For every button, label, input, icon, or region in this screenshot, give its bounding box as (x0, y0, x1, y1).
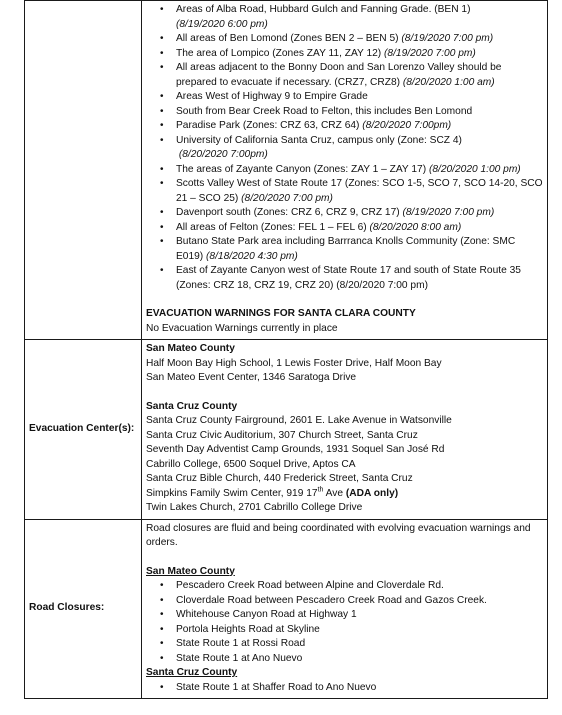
list-item: • All areas of Felton (Zones: FEL 1 – FEL 6) (8/20/2020 8:00 am) (146, 221, 543, 236)
list-item: • State Route 1 at Shaffer Road to Ano Nuevo (146, 681, 543, 696)
list-item: • All areas of Ben Lomond (Zones BEN 2 – BEN 5) (8/19/2020 7:00 pm) (146, 32, 543, 47)
list-item: • State Route 1 at Ano Nuevo (146, 652, 543, 667)
center-item: Santa Cruz Bible Church, 440 Frederick Street, Santa Cruz (146, 473, 413, 484)
list-item: • Cloverdale Road between Pescadero Creek Road and Gazos Creek. (146, 594, 543, 609)
list-item: • The areas of Zayante Canyon (Zones: ZAY 1 – ZAY 17) (8/20/2020 1:00 pm) (146, 163, 543, 178)
center-item: Santa Cruz Civic Auditorium, 307 Church Street, Santa Cruz (146, 429, 418, 441)
san-mateo-roads-heading: San Mateo County (146, 565, 235, 577)
evac-orders-list (146, 3, 543, 293)
san-mateo-centers-heading: San Mateo County (146, 343, 235, 354)
info-table (24, 0, 548, 699)
list-item: • Pescadero Creek Road between Alpine and Cloverdale Rd. (146, 579, 543, 594)
santa-cruz-roads-list (146, 681, 543, 696)
center-item: Twin Lakes Church, 2701 Cabrillo College Drive (146, 502, 363, 513)
evac-orders-cell (142, 1, 548, 340)
warnings-heading: EVACUATION WARNINGS FOR SANTA CLARA COUNTY (146, 308, 416, 319)
road-closures-intro: Road closures are fluid and being coordinated with evolving evacuation warnings and orders. (146, 522, 531, 548)
road-closures-row (25, 519, 548, 699)
warnings-text: No Evacuation Warnings currently in place (146, 322, 338, 334)
list-item: • State Route 1 at Rossi Road (146, 637, 543, 652)
evac-orders-label-cell (25, 1, 142, 340)
list-item: • Scotts Valley West of State Route 17 (Zones: SCO 1-5, SCO 7, SCO 14-20, SCO 21 – SCO 25) (8/20/2020 7:00 pm) (146, 177, 543, 206)
center-item: Simpkins Family Swim Center, 919 17th Ave (ADA only) (146, 486, 399, 499)
list-item: • South from Bear Creek Road to Felton, this includes Ben Lomond (146, 105, 543, 120)
santa-cruz-roads-heading: Santa Cruz County (146, 667, 238, 678)
document-page (24, 0, 548, 715)
santa-cruz-centers-heading: Santa Cruz County (146, 400, 238, 412)
list-item: • Areas of Alba Road, Hubbard Gulch and Fanning Grade. (BEN 1) (8/19/2020 6:00 pm) (146, 3, 543, 32)
list-item: • Areas West of Highway 9 to Empire Grade (146, 90, 543, 105)
evac-centers-cell (142, 340, 548, 520)
center-item: Half Moon Bay High School, 1 Lewis Foster Drive, Half Moon Bay (146, 357, 442, 369)
san-mateo-roads-list (146, 579, 543, 666)
center-item: Santa Cruz County Fairground, 2601 E. Lake Avenue in Watsonville (146, 415, 452, 426)
evac-centers-label: Evacuation Center(s): (25, 340, 142, 520)
center-item: San Mateo Event Center, 1346 Saratoga Drive (146, 372, 357, 383)
center-item: Cabrillo College, 6500 Soquel Drive, Aptos CA (146, 458, 356, 470)
road-closures-label: Road Closures: (25, 519, 142, 699)
evac-centers-row (25, 340, 548, 520)
road-closures-cell (142, 519, 548, 699)
list-item: • University of California Santa Cruz, campus only (Zone: SCZ 4) (8/20/2020 7:00pm) (146, 134, 543, 163)
list-item: • Whitehouse Canyon Road at Highway 1 (146, 608, 543, 623)
list-item: • East of Zayante Canyon west of State Route 17 and south of State Route 35 (Zones: CRZ 18, CRZ 19, CRZ 20) (8/20/2020 7:00 pm) (146, 264, 543, 293)
center-item: Seventh Day Adventist Camp Grounds, 1931 Soquel San José Rd (146, 444, 445, 455)
list-item: • Paradise Park (Zones: CRZ 63, CRZ 64) (8/20/2020 7:00pm) (146, 119, 543, 134)
list-item: • Davenport south (Zones: CRZ 6, CRZ 9, CRZ 17) (8/19/2020 7:00 pm) (146, 206, 543, 221)
list-item: • All areas adjacent to the Bonny Doon and San Lorenzo Valley should be prepared to evacuate if necessary. (CRZ7, CRZ8) (8/20/2020 1:00 am) (146, 61, 543, 90)
list-item: • The area of Lompico (Zones ZAY 11, ZAY 12) (8/19/2020 7:00 pm) (146, 47, 543, 62)
list-item: • Portola Heights Road at Skyline (146, 623, 543, 638)
list-item: • Butano State Park area including Barrranca Knolls Community (Zone: SMC E019) (8/18/2020 4:30 pm) (146, 235, 543, 264)
evac-orders-row (25, 1, 548, 340)
